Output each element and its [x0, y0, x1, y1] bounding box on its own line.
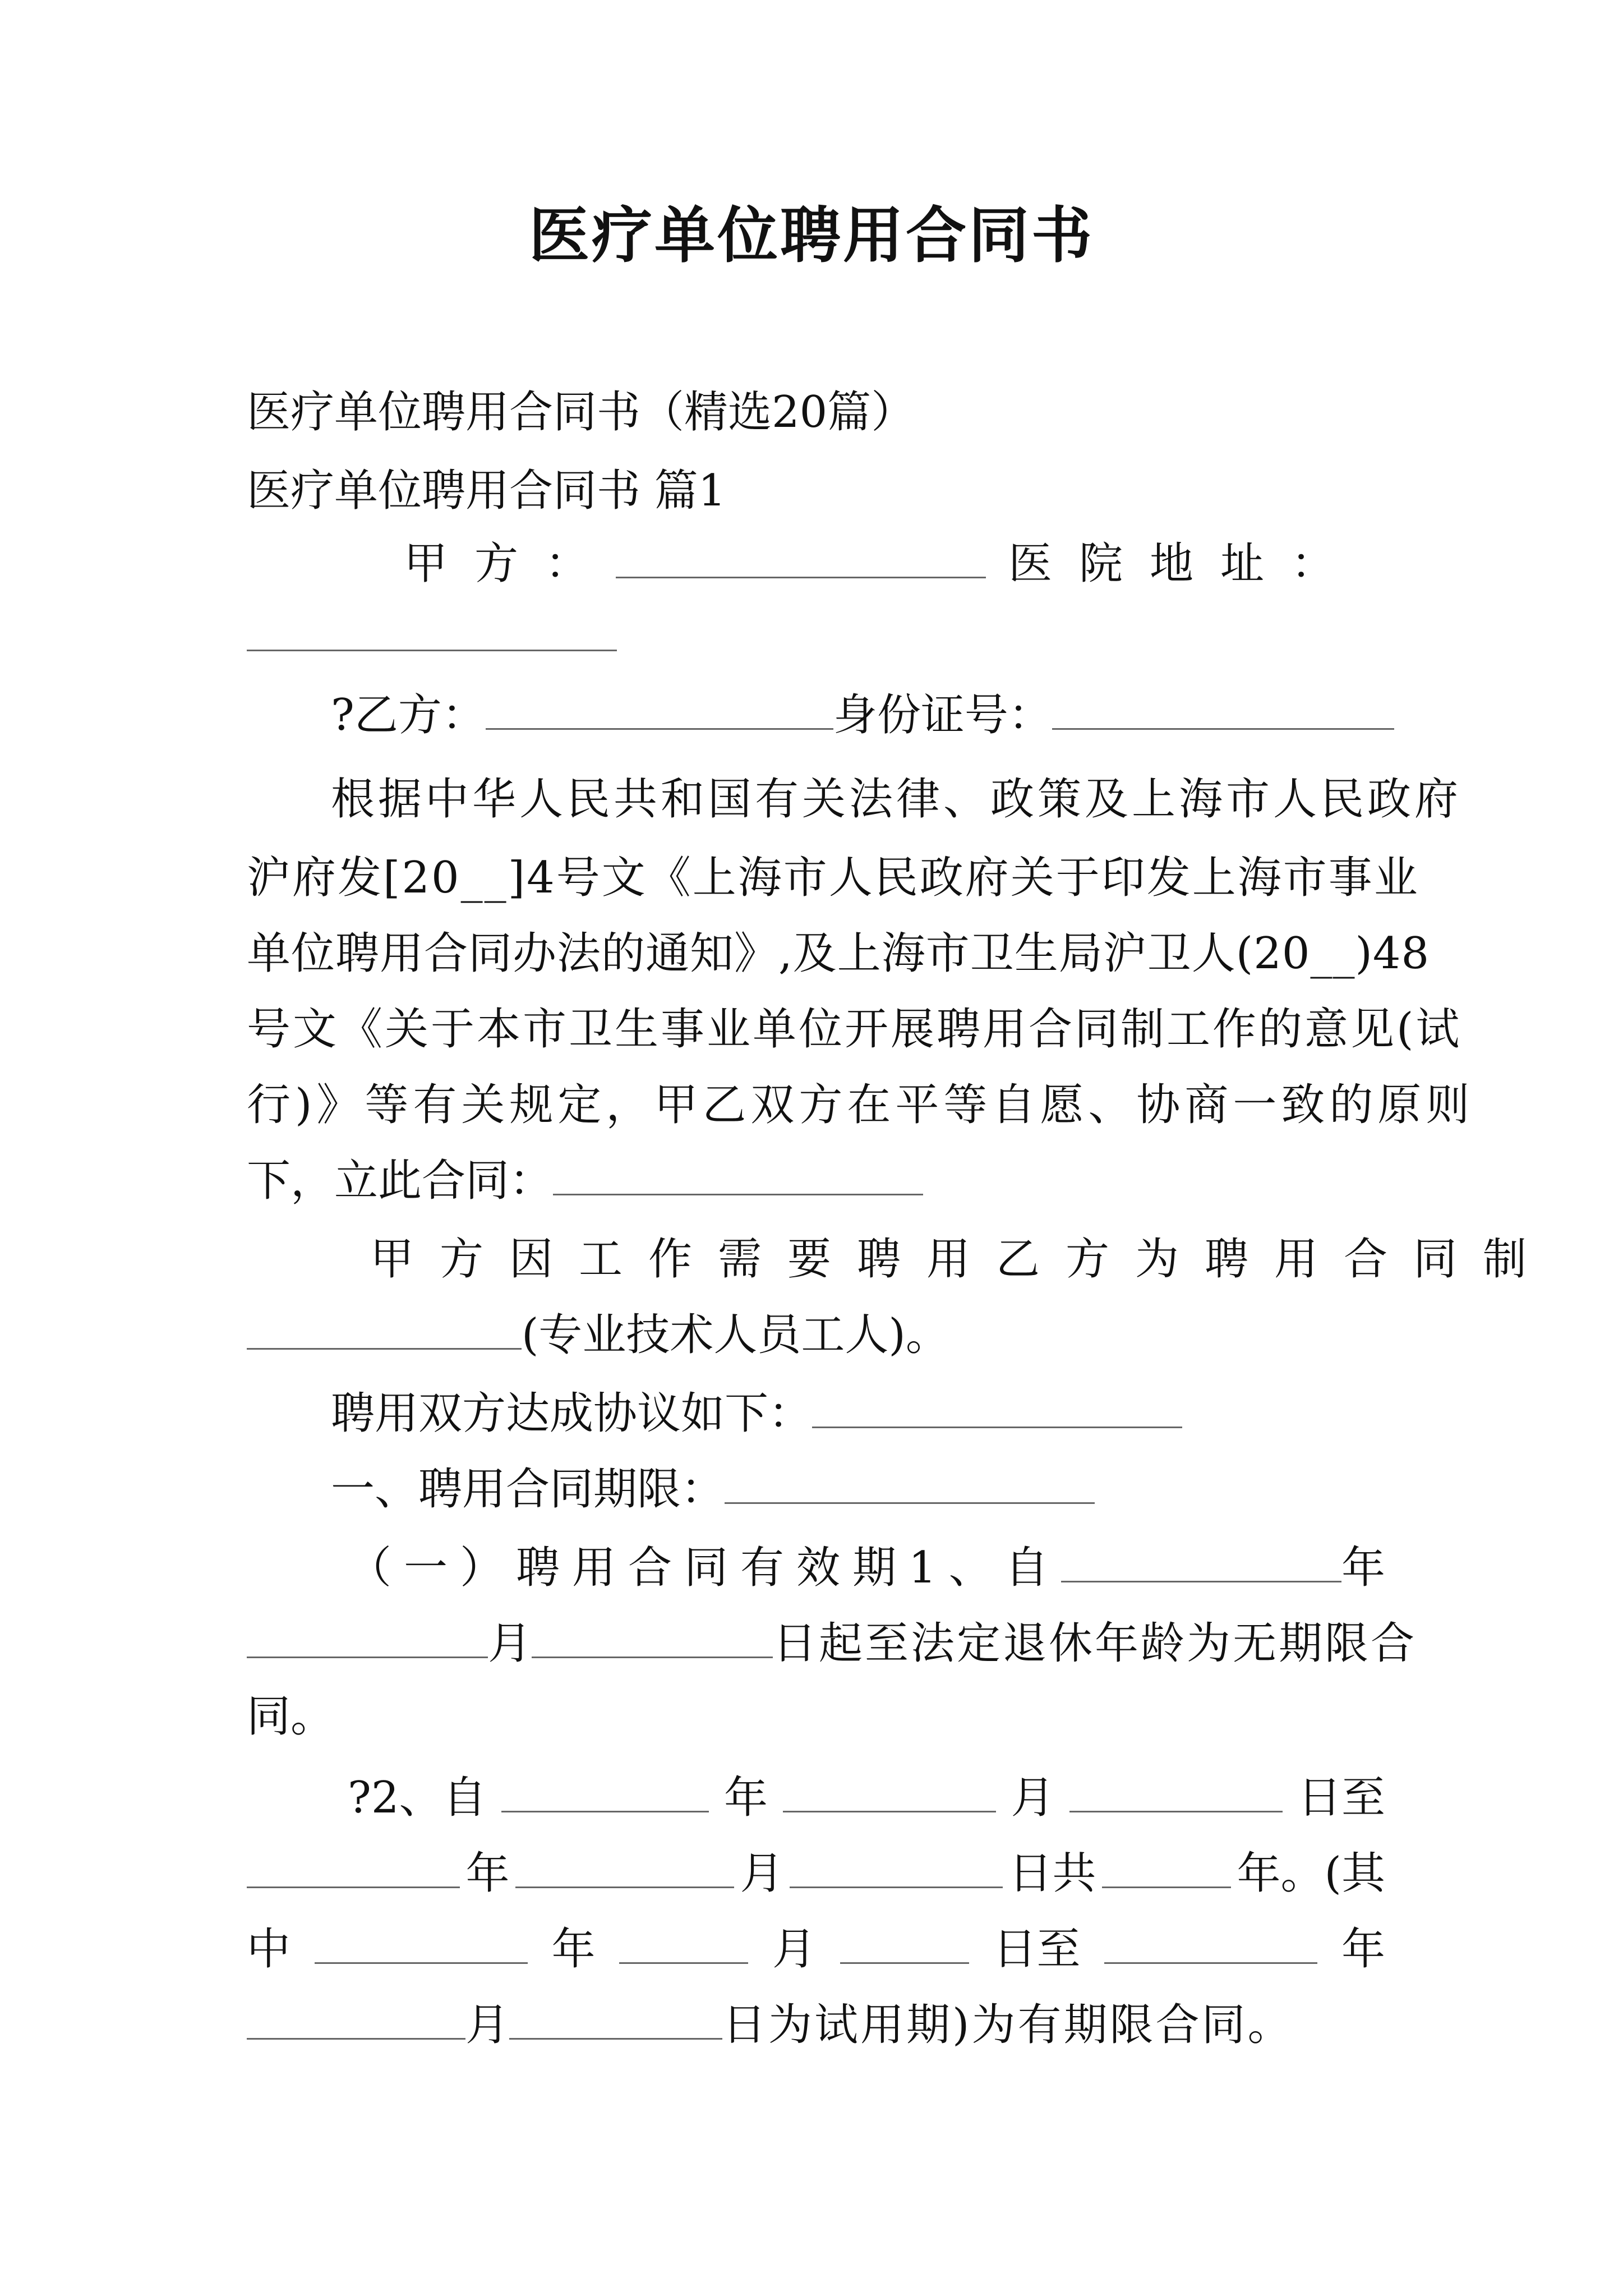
party-a-blank[interactable]: [616, 540, 986, 578]
id-number-blank[interactable]: [1052, 691, 1394, 730]
basis-last: 下，立此合同：: [247, 1156, 554, 1206]
hospital-address-blank-row: [247, 606, 1385, 668]
probation-day-to: 日至: [993, 1924, 1081, 1975]
contract-blank[interactable]: [553, 1157, 923, 1195]
agreement-row: [331, 1383, 1469, 1444]
term-blank[interactable]: [725, 1465, 1095, 1504]
term1-prefix: （一）聘用合同有效期1、自: [348, 1543, 1061, 1593]
basis-last-row: [247, 1150, 1385, 1212]
term2-total: 日共: [1008, 1848, 1096, 1899]
probation-start-month-blank[interactable]: [619, 1925, 748, 1964]
employ-line: 甲方因工作需要聘用乙方为聘用合同制: [370, 1234, 1553, 1285]
term2-year-paren: 年。(其: [1237, 1848, 1385, 1899]
probation-start-year: 年: [551, 1924, 596, 1975]
term-heading: 一、聘用合同期限：: [331, 1464, 725, 1515]
section-heading: 医疗单位聘用合同书 篇1: [247, 466, 726, 516]
probation-start-day-blank[interactable]: [840, 1925, 969, 1964]
basis-line: 号文《关于本市卫生事业单位开展聘用合同制工作的意见(试: [247, 1004, 1462, 1055]
basis-line: 根据中华人民共和国有关法律、政策及上海市人民政府: [331, 774, 1462, 825]
term2-end-year-blank[interactable]: [247, 1849, 460, 1888]
probation-start-month: 月: [772, 1924, 816, 1975]
party-b-row: [331, 684, 1385, 746]
id-number-label: 身份证号：: [833, 690, 1052, 740]
agreement-blank[interactable]: [812, 1389, 1182, 1428]
term1-tail: 日起至法定退休年龄为无期限合: [773, 1618, 1417, 1669]
party-a-row: [404, 533, 1385, 595]
term2-prefix: ?2、自: [348, 1773, 487, 1823]
basis-line: 沪府发[20__]4号文《上海市人民政府关于印发上海市事业: [247, 853, 1419, 903]
probation-end-year: 年: [1341, 1924, 1385, 1975]
term2-end-year: 年: [465, 1848, 510, 1899]
agreement-intro: 聘用双方达成协议如下：: [331, 1388, 813, 1439]
term2-row3: [247, 1918, 1385, 1980]
term2-total-years-blank[interactable]: [1102, 1849, 1231, 1888]
basis-line: 行)》等有关规定，甲乙双方在平等自愿、协商一致的原则: [247, 1080, 1474, 1130]
term1-day-blank[interactable]: [532, 1619, 773, 1658]
party-b-label: ?乙方：: [331, 690, 486, 740]
document-title: 医疗单位聘用合同书: [528, 200, 1094, 271]
probation-end-month-blank[interactable]: [247, 2001, 465, 2040]
probation-end-day-blank[interactable]: [509, 2001, 722, 2040]
term1-row: [348, 1537, 1385, 1599]
term2-tail: 日为试用期)为有期限合同。: [722, 2000, 1294, 2050]
basis-line: 单位聘用合同办法的通知》,及上海市卫生局沪卫人(20__)48: [247, 928, 1430, 979]
term1-end: 同。: [247, 1691, 335, 1742]
probation-start-year-blank[interactable]: [315, 1925, 528, 1964]
term2-end-month: 月: [740, 1848, 784, 1899]
term2-end-day-blank[interactable]: [790, 1849, 1003, 1888]
term2-row2: [247, 1843, 1385, 1904]
term2-row4: [247, 1994, 1385, 2056]
term2-year: 年: [723, 1773, 768, 1823]
employ-type-blank[interactable]: [247, 1311, 522, 1350]
term1-row2: [247, 1613, 1417, 1674]
term1-month-blank[interactable]: [247, 1619, 488, 1658]
term2-end-month-blank[interactable]: [515, 1849, 734, 1888]
term-heading-row: [331, 1458, 1469, 1520]
term1-year: 年: [1341, 1543, 1385, 1593]
term2-among: 中: [247, 1924, 291, 1975]
term2-year-blank[interactable]: [501, 1774, 709, 1812]
subtitle: 医疗单位聘用合同书（精选20篇）: [247, 387, 915, 438]
term2-month-blank[interactable]: [783, 1774, 996, 1812]
hospital-address-blank[interactable]: [247, 613, 617, 651]
term1-year-blank[interactable]: [1061, 1544, 1341, 1582]
employ-row: [247, 1304, 1385, 1366]
party-b-blank[interactable]: [486, 691, 833, 730]
term2-month: 月: [1011, 1773, 1055, 1823]
term1-month: 月: [488, 1618, 532, 1669]
term2-day-to: 日至: [1297, 1773, 1385, 1823]
party-a-label: 甲方：: [404, 539, 616, 589]
probation-end-year-blank[interactable]: [1104, 1925, 1317, 1964]
employ-line2: (专业技术人员工人)。: [522, 1310, 949, 1360]
term2-row: [348, 1767, 1385, 1829]
hospital-address-label: 医院地址：: [1008, 539, 1362, 589]
term2-day-blank[interactable]: [1069, 1774, 1283, 1812]
probation-end-month: 月: [465, 2000, 510, 2050]
